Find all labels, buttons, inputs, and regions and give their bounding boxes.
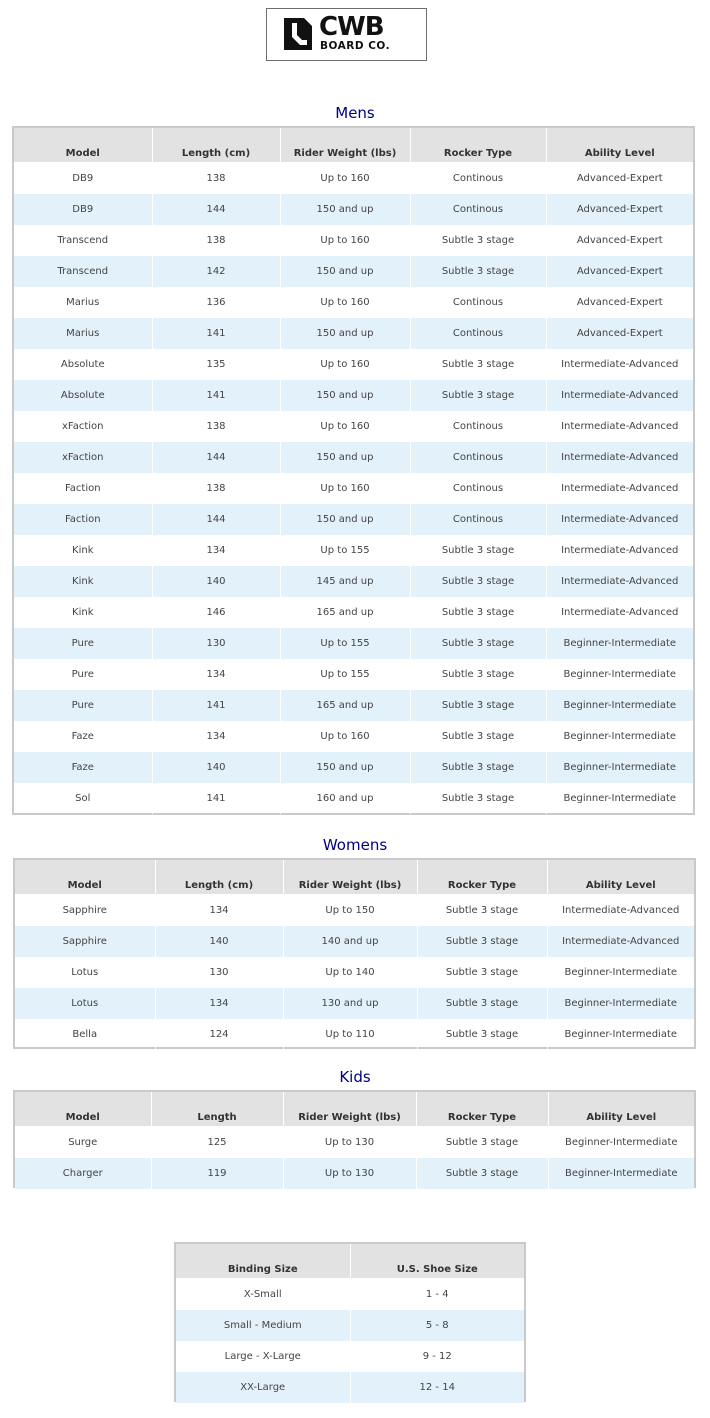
womens-table-cell: Subtle 3 stage [417,926,547,957]
mens-table-cell: Continous [410,442,546,473]
mens-table-cell: Subtle 3 stage [410,783,546,814]
mens-table-cell: Beginner-Intermediate [563,731,677,742]
mens-table-cell: Advanced-Expert [546,318,693,349]
mens-table-cell: Up to 160 [280,287,410,318]
mens-table-cell: Beginner-Intermediate [563,793,677,804]
mens-table-cell: Intermediate-Advanced [561,483,679,494]
womens-header-cell: Rider Weight (lbs) [283,860,417,895]
mens-table-cell: Beginner-Intermediate [546,690,693,721]
mens-table-cell: 145 and up [280,566,410,597]
mens-table-row [14,318,693,349]
mens-table-cell: Advanced-Expert [576,297,663,308]
womens-table-cell: 134 [155,988,283,1019]
womens-table-cell: 140 and up [283,926,417,957]
mens-table-row [14,535,693,566]
mens-table-row [14,442,693,473]
mens-table-cell: Up to 155 [280,535,410,566]
mens-table-cell: Continous [410,194,546,225]
mens-table-row [14,504,693,535]
mens-table-cell: Faze [14,721,152,752]
binding-size-table [174,1242,526,1402]
mens-table-cell: Beginner-Intermediate [546,628,693,659]
womens-table-cell: 140 [155,926,283,957]
mens-table-cell: Continous [410,473,546,504]
mens-table-cell: Pure [14,690,152,721]
mens-table-cell: Subtle 3 stage [410,597,546,628]
mens-table-cell: Kink [14,535,152,566]
mens-table-cell: 150 and up [280,318,410,349]
mens-table-cell: 150 and up [280,380,410,411]
mens-table-row [14,597,693,628]
binding-table-cell: Large - X-Large [176,1341,350,1372]
mens-header-cell: Length (cm) [152,128,280,163]
womens-table-cell: Lotus [15,988,155,1019]
mens-table-cell: Continous [410,287,546,318]
mens-table-cell: 141 [152,690,280,721]
mens-table-cell: Subtle 3 stage [410,659,546,690]
mens-table-cell: Up to 155 [280,659,410,690]
mens-header-row [14,128,693,163]
mens-table-row [14,659,693,690]
womens-table-cell: Subtle 3 stage [417,988,547,1019]
mens-table-cell: 142 [152,256,280,287]
womens-table-cell: Subtle 3 stage [417,1019,547,1050]
binding-table-row [176,1341,524,1372]
mens-table-cell: Sol [14,783,152,814]
womens-table-row [15,926,694,957]
binding-header-cell: Binding Size [176,1244,350,1279]
mens-header-cell: Ability Level [546,128,693,163]
mens-table-cell: Advanced-Expert [546,194,693,225]
mens-table-cell: Intermediate-Advanced [561,359,679,370]
mens-table-cell: Kink [14,566,152,597]
binding-table-row [176,1372,524,1403]
mens-table-cell: Continous [410,411,546,442]
binding-table-cell: Small - Medium [176,1310,350,1341]
mens-table-cell: 144 [152,442,280,473]
mens-table-cell: 134 [152,721,280,752]
mens-table-cell: Subtle 3 stage [410,349,546,380]
kids-table-cell: 119 [151,1158,283,1189]
kids-table-row [15,1158,694,1189]
mens-table-cell: Intermediate-Advanced [546,504,693,535]
mens-table-cell: Intermediate-Advanced [546,380,693,411]
womens-table-cell: Up to 110 [283,1019,417,1050]
binding-table-cell: XX-Large [176,1372,350,1403]
binding-table-cell: X-Small [176,1279,350,1311]
womens-table [13,858,696,1049]
mens-table-cell: Subtle 3 stage [410,690,546,721]
kids-header-cell: Model [15,1092,151,1127]
kids-table [13,1090,696,1188]
womens-table-cell: 134 [155,895,283,927]
mens-table-row [14,752,693,783]
mens-table-row [14,225,693,256]
mens-table-row [14,411,693,442]
mens-table-cell: Kink [14,597,152,628]
mens-table-cell: 138 [152,225,280,256]
mens-table-row [14,628,693,659]
mens-table-cell: Subtle 3 stage [410,752,546,783]
mens-table-cell: Up to 160 [280,473,410,504]
mens-table-cell: Beginner-Intermediate [546,752,693,783]
mens-table-cell: Intermediate-Advanced [561,607,679,618]
mens-table-cell: 141 [152,380,280,411]
mens-table-cell: Subtle 3 stage [410,225,546,256]
mens-table-cell: DB9 [14,194,152,225]
binding-table-cell: 5 - 8 [350,1310,524,1341]
kids-table-cell: 125 [151,1127,283,1159]
binding-table-row [176,1310,524,1341]
kids-header-cell: Length [151,1092,283,1127]
mens-table-cell: Subtle 3 stage [410,380,546,411]
mens-table-cell: 136 [152,287,280,318]
mens-table-row [14,380,693,411]
mens-table-cell: Absolute [14,380,152,411]
mens-table-cell: Up to 160 [280,163,410,195]
mens-table-cell: Advanced-Expert [576,235,663,246]
mens-table-cell: DB9 [14,163,152,195]
mens-table-cell: 165 and up [280,597,410,628]
womens-table-cell: Up to 150 [283,895,417,927]
mens-table-cell: Faction [14,473,152,504]
mens-table [12,126,695,815]
mens-table-cell: Up to 160 [280,721,410,752]
womens-header-row [15,860,694,895]
logo-wordmark: CWB [319,12,384,42]
kids-table-cell: Beginner-Intermediate [564,1137,678,1148]
binding-header-cell: U.S. Shoe Size [350,1244,524,1279]
mens-table-cell: Subtle 3 stage [410,535,546,566]
mens-table-row [14,287,693,318]
mens-header-cell: Model [14,128,152,163]
womens-table-row [15,957,694,988]
mens-table-cell: Faction [14,504,152,535]
mens-table-cell: Faze [14,752,152,783]
mens-table-row [14,349,693,380]
mens-table-cell: 138 [152,163,280,195]
binding-table-cell: 9 - 12 [422,1351,452,1362]
mens-table-cell: 141 [152,318,280,349]
kids-table-row [15,1127,694,1159]
mens-table-cell: xFaction [14,442,152,473]
mens-table-cell: 150 and up [280,256,410,287]
mens-table-cell: 138 [152,411,280,442]
mens-table-cell: Continous [410,504,546,535]
womens-header-cell: Ability Level [547,860,694,895]
mens-table-row [14,473,693,504]
kids-header-row [15,1092,694,1127]
mens-table-cell: Up to 160 [280,411,410,442]
womens-table-cell: Bella [15,1019,155,1050]
mens-table-cell: Pure [14,659,152,690]
mens-table-cell: Subtle 3 stage [410,628,546,659]
womens-table-row [15,988,694,1019]
mens-table-cell: Pure [14,628,152,659]
mens-table-cell: Subtle 3 stage [410,566,546,597]
mens-table-cell: Marius [14,318,152,349]
womens-table-cell: Intermediate-Advanced [562,905,680,916]
kids-table-cell: Subtle 3 stage [416,1127,548,1159]
mens-table-cell: 150 and up [280,752,410,783]
mens-table-cell: 150 and up [280,442,410,473]
mens-table-cell: Absolute [14,349,152,380]
mens-table-row [14,783,693,814]
mens-table-cell: 138 [152,473,280,504]
logo-subtitle: BOARD CO. [320,40,391,52]
mens-table-row [14,163,693,195]
cwb-logo-mark-icon [281,16,315,52]
kids-header-cell: Ability Level [548,1092,694,1127]
mens-table-cell: Up to 160 [280,225,410,256]
womens-header-cell: Length (cm) [155,860,283,895]
mens-table-cell: 135 [152,349,280,380]
mens-table-cell: Intermediate-Advanced [546,442,693,473]
womens-table-cell: Up to 140 [283,957,417,988]
mens-table-cell: 165 and up [280,690,410,721]
mens-table-row [14,721,693,752]
womens-header-cell: Rocker Type [417,860,547,895]
womens-table-cell: Beginner-Intermediate [547,988,694,1019]
kids-table-cell: Up to 130 [283,1158,416,1189]
womens-table-cell: 130 and up [283,988,417,1019]
mens-table-cell: 150 and up [280,194,410,225]
mens-table-cell: 134 [152,535,280,566]
mens-table-cell: 160 and up [280,783,410,814]
mens-table-cell: 140 [152,566,280,597]
womens-table-row [15,895,694,927]
kids-table-cell: Charger [15,1158,151,1189]
mens-table-cell: 146 [152,597,280,628]
binding-table-cell: 12 - 14 [350,1372,524,1403]
mens-header-cell: Rider Weight (lbs) [280,128,410,163]
womens-title: Womens [322,836,388,854]
mens-table-cell: Up to 155 [280,628,410,659]
mens-table-cell: 141 [152,783,280,814]
mens-table-cell: Marius [14,287,152,318]
mens-table-cell: 130 [152,628,280,659]
mens-table-cell: Subtle 3 stage [410,721,546,752]
kids-header-cell: Rider Weight (lbs) [283,1092,416,1127]
mens-table-cell: Transcend [14,256,152,287]
womens-table-cell: Intermediate-Advanced [547,926,694,957]
womens-table-cell: Lotus [15,957,155,988]
womens-table-cell: Subtle 3 stage [417,957,547,988]
mens-table-cell: Advanced-Expert [576,173,663,184]
womens-table-cell: Beginner-Intermediate [564,1029,678,1040]
womens-table-cell: Beginner-Intermediate [564,967,678,978]
womens-table-cell: 124 [155,1019,283,1050]
mens-header-cell: Rocker Type [410,128,546,163]
mens-table-cell: Up to 160 [280,349,410,380]
mens-table-cell: 140 [152,752,280,783]
mens-table-row [14,256,693,287]
binding-table-cell: 1 - 4 [425,1289,449,1300]
mens-table-cell: Continous [410,318,546,349]
kids-table-cell: Beginner-Intermediate [548,1158,694,1189]
mens-table-cell: 134 [152,659,280,690]
mens-table-cell: 144 [152,504,280,535]
binding-header-row [176,1244,524,1279]
mens-table-cell: xFaction [14,411,152,442]
mens-table-row [14,690,693,721]
womens-table-cell: Sapphire [15,926,155,957]
kids-table-cell: Subtle 3 stage [416,1158,548,1189]
kids-table-cell: Surge [15,1127,151,1159]
mens-table-cell: Continous [410,163,546,195]
mens-table-cell: Transcend [14,225,152,256]
womens-table-row [15,1019,694,1050]
womens-table-cell: Subtle 3 stage [417,895,547,927]
mens-table-cell: Subtle 3 stage [410,256,546,287]
mens-table-row [14,194,693,225]
kids-table-cell: Up to 130 [283,1127,416,1159]
mens-table-cell: Intermediate-Advanced [561,545,679,556]
mens-table-cell: Intermediate-Advanced [561,421,679,432]
mens-title: Mens [335,104,375,122]
binding-table-row [176,1279,524,1311]
mens-table-row [14,566,693,597]
mens-table-cell: 144 [152,194,280,225]
womens-table-cell: Sapphire [15,895,155,927]
womens-header-cell: Model [15,860,155,895]
mens-table-cell: Advanced-Expert [546,256,693,287]
womens-table-cell: 130 [155,957,283,988]
kids-header-cell: Rocker Type [416,1092,548,1127]
mens-table-cell: 150 and up [280,504,410,535]
cwb-logo [266,8,427,61]
kids-title: Kids [339,1068,371,1086]
mens-table-cell: Beginner-Intermediate [563,669,677,680]
mens-table-cell: Intermediate-Advanced [546,566,693,597]
